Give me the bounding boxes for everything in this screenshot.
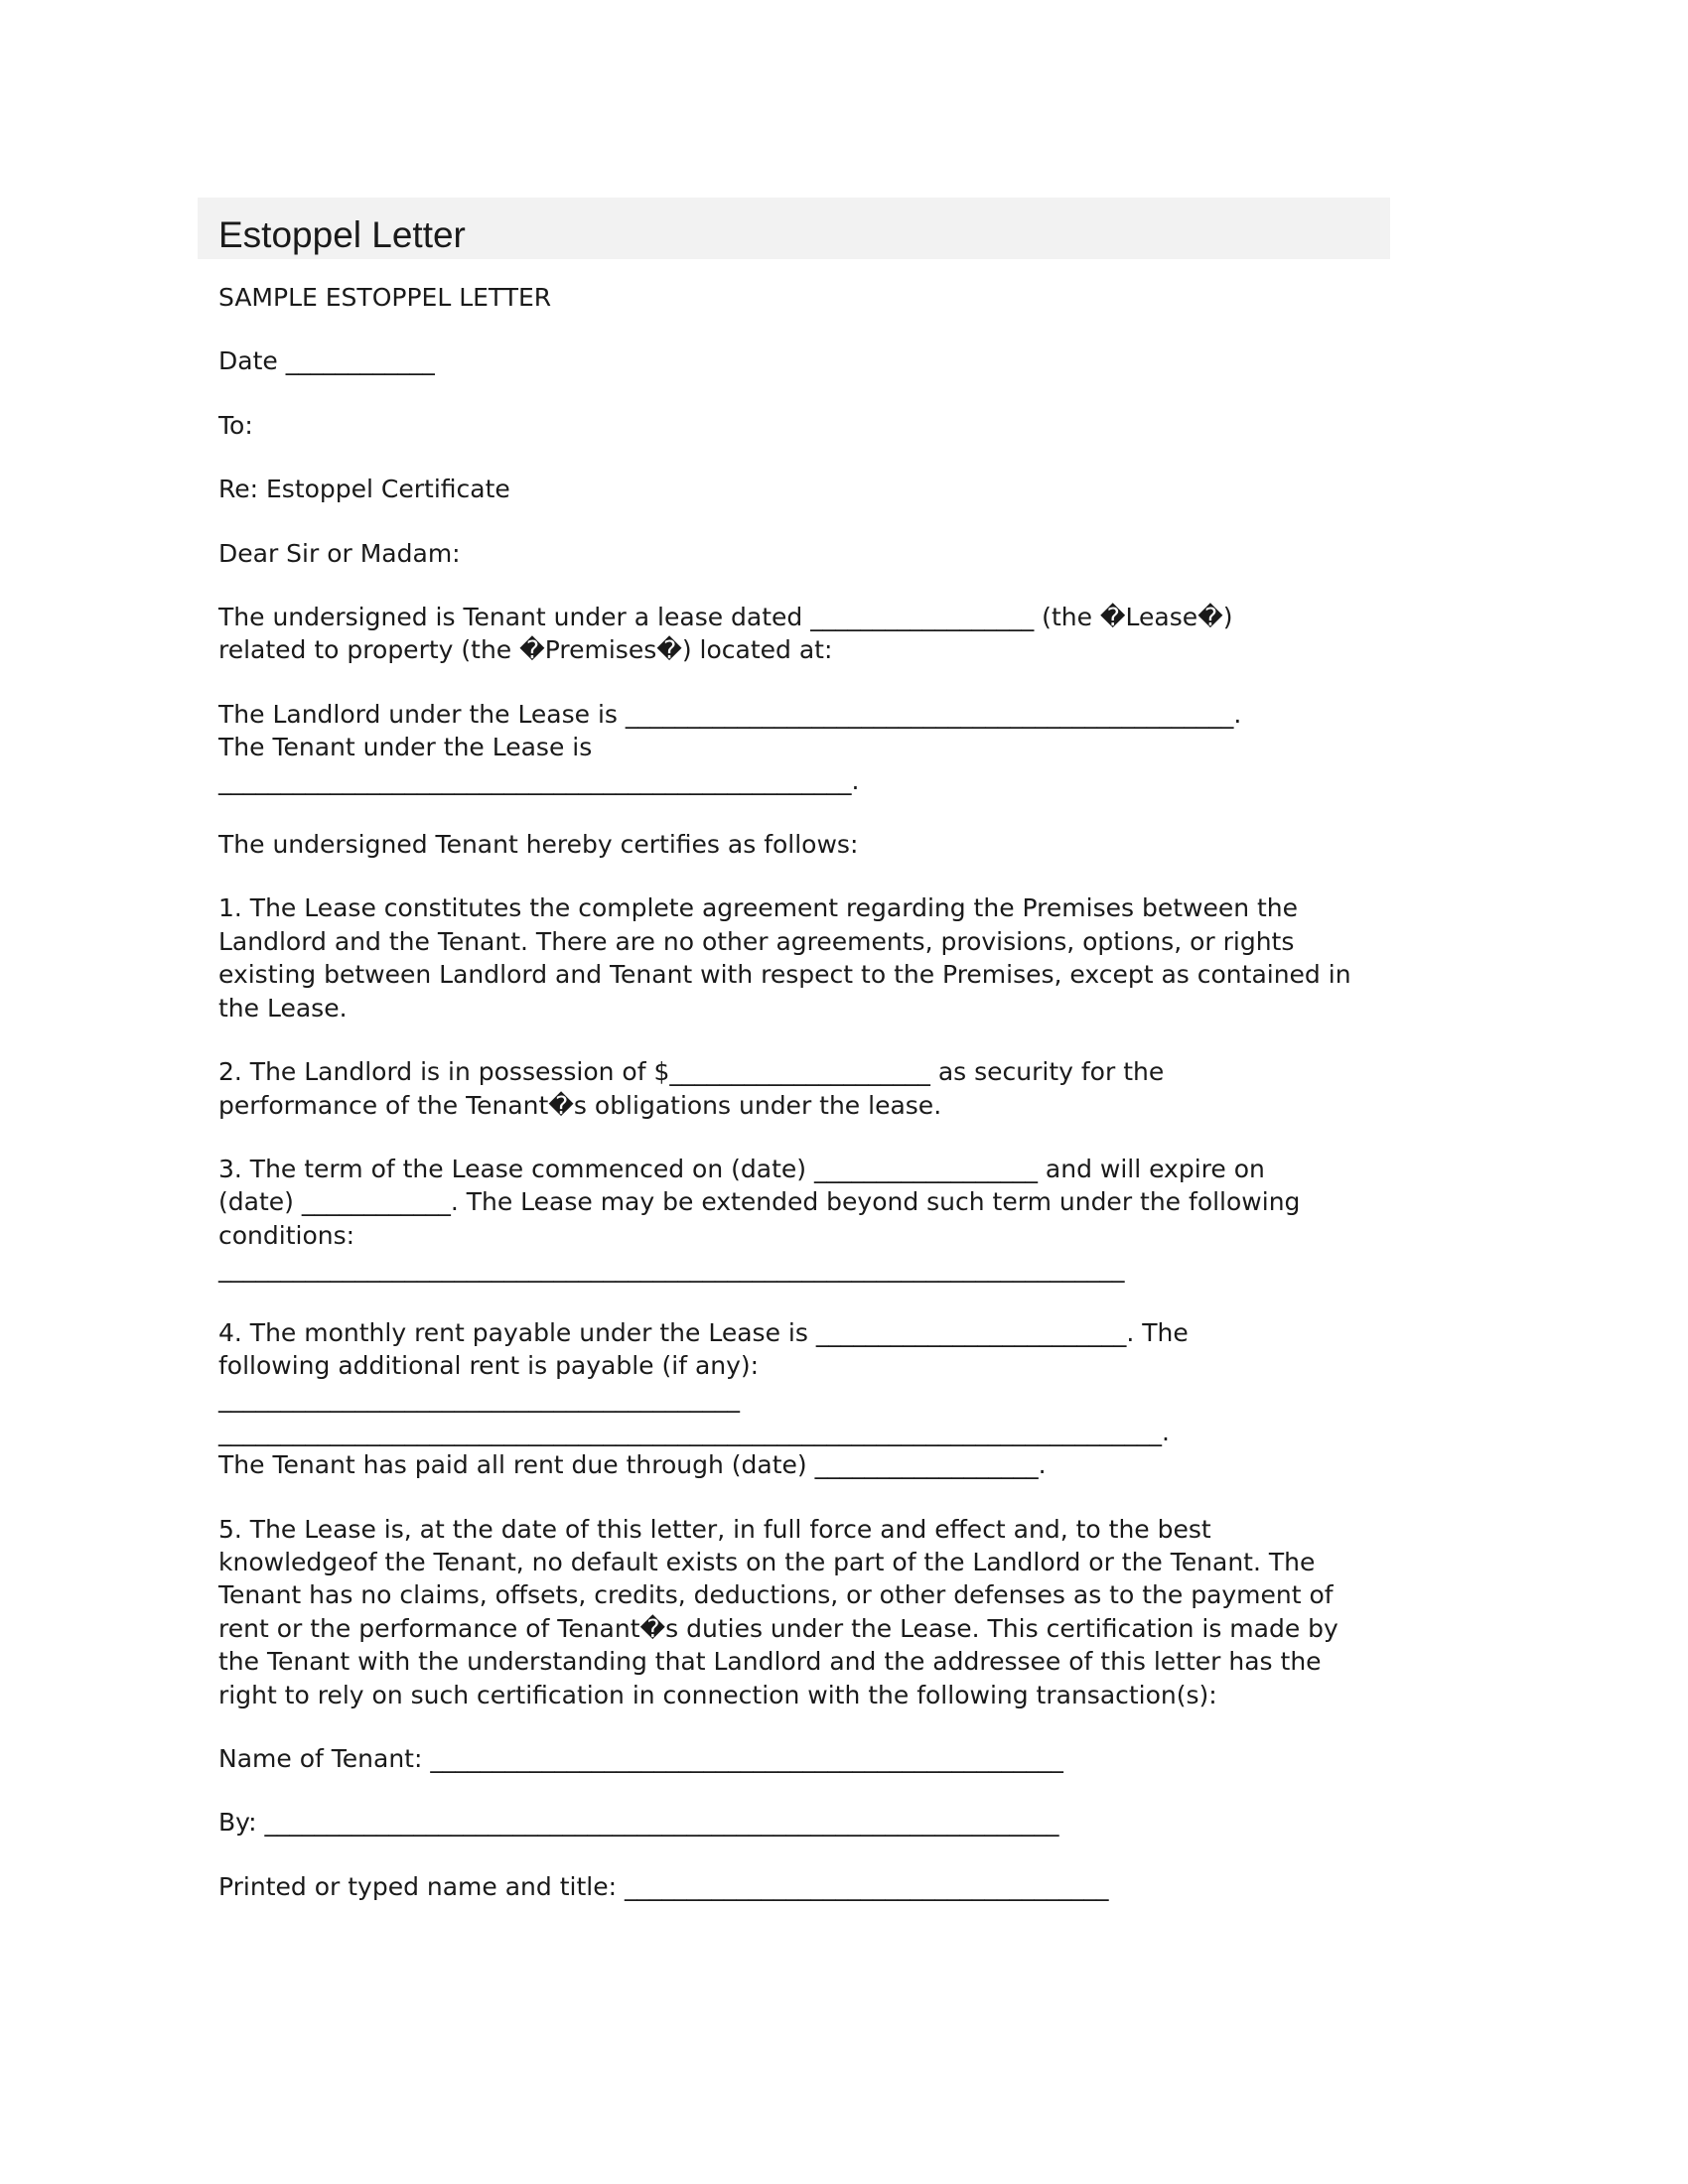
item-5-paragraph: 5. The Lease is, at the date of this letter, in full force and effect and, to the best knowledgeof the Tenant, no default exists on the part of the Landlord or the Tenant. The Tenant has no claims, offsets, credits, deductions, or other defenses as to the payment of rent or the performance of Tenant�s duties under the Lease. This certification is made by the Tenant with the understanding that Landlord and the addressee of this letter has the right to rely on such certification in connection with the following transaction(s): bbox=[218, 1514, 1338, 1709]
document-title: Estoppel Letter bbox=[218, 214, 466, 255]
certifies-line: The undersigned Tenant hereby certifies as follows: bbox=[218, 830, 859, 860]
title-bar bbox=[198, 198, 1390, 259]
parties-paragraph: The Landlord under the Lease is _________________________________________________. The Tenant under the Lease is ___________________________________________________. bbox=[218, 699, 1242, 795]
item-1-paragraph: 1. The Lease constitutes the complete agreement regarding the Premises between the Landlord and the Tenant. There are no other agreements, provisions, options, or rights existing between Landlord and Tenant with respect to the Premises, except as contained in the Lease. bbox=[218, 893, 1351, 1023]
to-line: To: bbox=[218, 410, 253, 440]
salutation: Dear Sir or Madam: bbox=[218, 538, 461, 568]
item-3-paragraph: 3. The term of the Lease commenced on (date) __________________ and will expire on (date) ____________. The Lease may be extended beyond such term under the following conditions: _________________________________________________________________________ bbox=[218, 1154, 1301, 1284]
date-line: Date ____________ bbox=[218, 346, 435, 376]
re-line: Re: Estoppel Certificate bbox=[218, 475, 510, 504]
lease-intro-paragraph: The undersigned is Tenant under a lease dated __________________ (the �Lease�) related to property (the �Premises�) located at: bbox=[218, 603, 1233, 665]
item-2-paragraph: 2. The Landlord is in possession of $_____________________ as security for the performance of the Tenant�s obligations under the lease. bbox=[218, 1057, 1165, 1120]
letter-heading: SAMPLE ESTOPPEL LETTER bbox=[218, 283, 552, 312]
printed-name-line: Printed or typed name and title: _______________________________________ bbox=[218, 1871, 1109, 1901]
name-of-tenant-line: Name of Tenant: ___________________________________________________ bbox=[218, 1744, 1063, 1773]
item-4-paragraph: 4. The monthly rent payable under the Lease is _________________________. The following additional rent is payable (if any): __________________________________________ ____________________________________________________________________________. The Tenant has paid all rent due through (date) __________________. bbox=[218, 1317, 1189, 1480]
letter-body bbox=[218, 281, 1390, 1903]
by-line: By: ________________________________________________________________ bbox=[218, 1808, 1059, 1838]
